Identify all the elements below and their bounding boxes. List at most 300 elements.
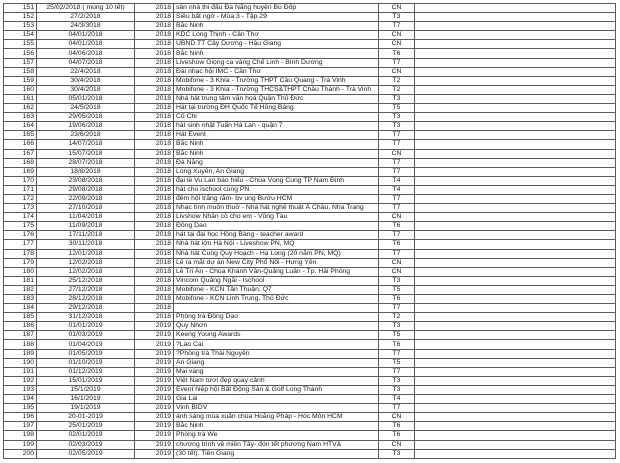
empty-cell[interactable] xyxy=(415,367,616,376)
year-cell[interactable]: 2019 xyxy=(135,413,174,422)
year-cell[interactable]: 2018 xyxy=(135,94,174,103)
row-number-cell[interactable]: 189 xyxy=(4,349,37,358)
empty-cell[interactable] xyxy=(415,149,616,158)
empty-cell[interactable] xyxy=(415,122,616,131)
weekday-cell[interactable]: T7 xyxy=(379,249,415,258)
description-cell[interactable]: Đà Nẵng xyxy=(174,158,379,167)
row-number-cell[interactable]: 160 xyxy=(4,85,37,94)
row-number-cell[interactable]: 186 xyxy=(4,322,37,331)
description-cell[interactable]: Mobifone - 3 Khía - Trường THCS&THPT Châu Thành - Trà Vinh xyxy=(174,85,379,94)
date-cell[interactable]: 22/09/2018 xyxy=(37,194,135,203)
description-cell[interactable]: Nhà hát trung tâm văn hoá Quận Thủ Đức xyxy=(174,94,379,103)
row-number-cell[interactable]: 192 xyxy=(4,376,37,385)
date-cell[interactable]: 18/8/2018 xyxy=(37,167,135,176)
weekday-cell[interactable]: T7 xyxy=(379,140,415,149)
description-cell[interactable]: Vinh BIDV xyxy=(174,404,379,413)
empty-cell[interactable] xyxy=(415,158,616,167)
row-number-cell[interactable]: 166 xyxy=(4,140,37,149)
date-cell[interactable]: 28/07/2018 xyxy=(37,158,135,167)
date-cell[interactable]: 29/12/2018 xyxy=(37,304,135,313)
description-cell[interactable]: UBND TT Cây Dương - Hậu Giang xyxy=(174,40,379,49)
empty-cell[interactable] xyxy=(415,240,616,249)
year-cell[interactable]: 2019 xyxy=(135,322,174,331)
weekday-cell[interactable]: T3 xyxy=(379,13,415,22)
year-cell[interactable]: 2018 xyxy=(135,240,174,249)
description-cell[interactable]: đại lễ Vu Lan báo hiếu - Chùa Vọng Cung TP Nam Định xyxy=(174,176,379,185)
empty-cell[interactable] xyxy=(415,440,616,449)
date-cell[interactable]: 14/07/2018 xyxy=(37,140,135,149)
row-number-cell[interactable]: 176 xyxy=(4,231,37,240)
empty-cell[interactable] xyxy=(415,131,616,140)
row-number-cell[interactable]: 180 xyxy=(4,267,37,276)
weekday-cell[interactable]: T6 xyxy=(379,222,415,231)
year-cell[interactable]: 2019 xyxy=(135,404,174,413)
row-number-cell[interactable]: 164 xyxy=(4,122,37,131)
description-cell[interactable]: Mobifone - 3 Khía - Trường THPT Cầu Quang - Trà Vinh xyxy=(174,76,379,85)
weekday-cell[interactable]: T3 xyxy=(379,94,415,103)
year-cell[interactable]: 2018 xyxy=(135,231,174,240)
date-cell[interactable]: 05/01/2018 xyxy=(37,94,135,103)
row-number-cell[interactable]: 181 xyxy=(4,276,37,285)
date-cell[interactable]: 30/4/2018 xyxy=(37,85,135,94)
weekday-cell[interactable]: T7 xyxy=(379,158,415,167)
row-number-cell[interactable]: 172 xyxy=(4,194,37,203)
description-cell[interactable]: sân nhà thi đấu Đa Năng huyện Bù Đốp xyxy=(174,4,379,13)
row-number-cell[interactable]: 161 xyxy=(4,94,37,103)
year-cell[interactable]: 2018 xyxy=(135,85,174,94)
description-cell[interactable]: ?Lào Cai xyxy=(174,340,379,349)
description-cell[interactable]: Vincom Quảng Ngãi - Ischool xyxy=(174,276,379,285)
date-cell[interactable]: 15/07/2018 xyxy=(37,149,135,158)
empty-cell[interactable] xyxy=(415,204,616,213)
row-number-cell[interactable]: 193 xyxy=(4,385,37,394)
date-cell[interactable]: 02/03/2019 xyxy=(37,440,135,449)
year-cell[interactable]: 2018 xyxy=(135,222,174,231)
description-cell[interactable]: Siêu bất ngờ - Mùa 3 - Tập 29 xyxy=(174,13,379,22)
empty-cell[interactable] xyxy=(415,304,616,313)
empty-cell[interactable] xyxy=(415,58,616,67)
year-cell[interactable]: 2018 xyxy=(135,267,174,276)
empty-cell[interactable] xyxy=(415,331,616,340)
empty-cell[interactable] xyxy=(415,167,616,176)
year-cell[interactable]: 2018 xyxy=(135,58,174,67)
year-cell[interactable]: 2018 xyxy=(135,31,174,40)
row-number-cell[interactable]: 184 xyxy=(4,304,37,313)
description-cell[interactable]: Hát Event xyxy=(174,131,379,140)
weekday-cell[interactable]: T6 xyxy=(379,295,415,304)
weekday-cell[interactable]: T6 xyxy=(379,422,415,431)
date-cell[interactable]: 29/05/2018 xyxy=(37,113,135,122)
weekday-cell[interactable]: T2 xyxy=(379,85,415,94)
weekday-cell[interactable]: T6 xyxy=(379,49,415,58)
empty-cell[interactable] xyxy=(415,222,616,231)
date-cell[interactable]: 01/03/2019 xyxy=(37,331,135,340)
empty-cell[interactable] xyxy=(415,213,616,222)
weekday-cell[interactable]: CN xyxy=(379,213,415,222)
weekday-cell[interactable]: CN xyxy=(379,149,415,158)
weekday-cell[interactable]: T4 xyxy=(379,176,415,185)
year-cell[interactable]: 2019 xyxy=(135,349,174,358)
year-cell[interactable]: 2018 xyxy=(135,76,174,85)
year-cell[interactable]: 2019 xyxy=(135,385,174,394)
weekday-cell[interactable]: T7 xyxy=(379,167,415,176)
year-cell[interactable]: 2019 xyxy=(135,431,174,440)
date-cell[interactable]: 15/1/2019 xyxy=(37,385,135,394)
date-cell[interactable]: 01/04/2019 xyxy=(37,340,135,349)
empty-cell[interactable] xyxy=(415,4,616,13)
date-cell[interactable]: 12/01/2018 xyxy=(37,249,135,258)
empty-cell[interactable] xyxy=(415,449,616,458)
row-number-cell[interactable]: 187 xyxy=(4,331,37,340)
year-cell[interactable]: 2018 xyxy=(135,104,174,113)
weekday-cell[interactable]: T7 xyxy=(379,22,415,31)
date-cell[interactable]: 25/12/2018 xyxy=(37,276,135,285)
row-number-cell[interactable]: 158 xyxy=(4,67,37,76)
empty-cell[interactable] xyxy=(415,40,616,49)
date-cell[interactable]: 23/08/2018 xyxy=(37,176,135,185)
year-cell[interactable]: 2018 xyxy=(135,4,174,13)
empty-cell[interactable] xyxy=(415,385,616,394)
year-cell[interactable]: 2018 xyxy=(135,285,174,294)
year-cell[interactable]: 2018 xyxy=(135,204,174,213)
year-cell[interactable]: 2018 xyxy=(135,194,174,203)
year-cell[interactable]: 2018 xyxy=(135,140,174,149)
row-number-cell[interactable]: 157 xyxy=(4,58,37,67)
weekday-cell[interactable]: CN xyxy=(379,267,415,276)
row-number-cell[interactable]: 162 xyxy=(4,104,37,113)
description-cell[interactable]: Phòng trà Đồng Dao xyxy=(174,313,379,322)
weekday-cell[interactable]: CN xyxy=(379,4,415,13)
empty-cell[interactable] xyxy=(415,276,616,285)
year-cell[interactable]: 2019 xyxy=(135,449,174,458)
date-cell[interactable]: 23/6/2018 xyxy=(37,131,135,140)
row-number-cell[interactable]: 175 xyxy=(4,222,37,231)
date-cell[interactable]: 02/05/2019 xyxy=(37,449,135,458)
weekday-cell[interactable]: CN xyxy=(379,258,415,267)
description-cell[interactable]: Nhà hát Cung Quy Hoạch - Hạ Long (20 năm PN, MQ) xyxy=(174,249,379,258)
year-cell[interactable]: 2018 xyxy=(135,313,174,322)
description-cell[interactable]: đêm hội trăng rằm- bv ung Bướu HCM xyxy=(174,194,379,203)
weekday-cell[interactable]: T7 xyxy=(379,58,415,67)
row-number-cell[interactable]: 173 xyxy=(4,204,37,213)
weekday-cell[interactable]: T3 xyxy=(379,449,415,458)
date-cell[interactable]: 28/12/2018 xyxy=(37,295,135,304)
date-cell[interactable]: 01/01/2019 xyxy=(37,322,135,331)
date-cell[interactable]: 29/08/2018 xyxy=(37,185,135,194)
year-cell[interactable]: 2019 xyxy=(135,395,174,404)
row-number-cell[interactable]: 168 xyxy=(4,158,37,167)
weekday-cell[interactable]: T5 xyxy=(379,285,415,294)
row-number-cell[interactable]: 165 xyxy=(4,131,37,140)
year-cell[interactable]: 2018 xyxy=(135,49,174,58)
row-number-cell[interactable]: 179 xyxy=(4,258,37,267)
date-cell[interactable]: 20-01-2019 xyxy=(37,413,135,422)
row-number-cell[interactable]: 190 xyxy=(4,358,37,367)
date-cell[interactable]: 04/01/2018 xyxy=(37,40,135,49)
date-cell[interactable]: 19/1/2019 xyxy=(37,404,135,413)
date-cell[interactable]: 01/05/2019 xyxy=(37,349,135,358)
description-cell[interactable]: Long Xuyên, An Giang xyxy=(174,167,379,176)
row-number-cell[interactable]: 152 xyxy=(4,13,37,22)
row-number-cell[interactable]: 191 xyxy=(4,367,37,376)
empty-cell[interactable] xyxy=(415,358,616,367)
weekday-cell[interactable]: T7 xyxy=(379,231,415,240)
date-cell[interactable]: 27/10/2018 xyxy=(37,204,135,213)
empty-cell[interactable] xyxy=(415,176,616,185)
weekday-cell[interactable]: T7 xyxy=(379,367,415,376)
description-cell[interactable]: Nhà hát lớn Hà Nội - Liveshow PN, MQ xyxy=(174,240,379,249)
weekday-cell[interactable]: T4 xyxy=(379,185,415,194)
year-cell[interactable]: 2018 xyxy=(135,249,174,258)
date-cell[interactable]: 01/12/2019 xyxy=(37,367,135,376)
empty-cell[interactable] xyxy=(415,322,616,331)
row-number-cell[interactable]: 183 xyxy=(4,295,37,304)
weekday-cell[interactable]: T5 xyxy=(379,331,415,340)
row-number-cell[interactable]: 151 xyxy=(4,4,37,13)
empty-cell[interactable] xyxy=(415,267,616,276)
row-number-cell[interactable]: 188 xyxy=(4,340,37,349)
empty-cell[interactable] xyxy=(415,76,616,85)
weekday-cell[interactable]: CN xyxy=(379,440,415,449)
empty-cell[interactable] xyxy=(415,104,616,113)
date-cell[interactable]: 30/11/2018 xyxy=(37,240,135,249)
row-number-cell[interactable]: 174 xyxy=(4,213,37,222)
date-cell[interactable]: 04/01/2018 xyxy=(37,31,135,40)
date-cell[interactable]: 04/06/2018 xyxy=(37,49,135,58)
weekday-cell[interactable]: T3 xyxy=(379,122,415,131)
weekday-cell[interactable]: T3 xyxy=(379,322,415,331)
date-cell[interactable]: 27/12/2018 xyxy=(37,285,135,294)
weekday-cell[interactable]: T7 xyxy=(379,304,415,313)
description-cell[interactable]: hát cho ischool cùng PN xyxy=(174,185,379,194)
empty-cell[interactable] xyxy=(415,185,616,194)
empty-cell[interactable] xyxy=(415,295,616,304)
empty-cell[interactable] xyxy=(415,49,616,58)
weekday-cell[interactable]: T7 xyxy=(379,194,415,203)
date-cell[interactable]: 30/4/2018 xyxy=(37,76,135,85)
description-cell[interactable]: KDC Long Thịnh - Cần Thơ xyxy=(174,31,379,40)
date-cell[interactable]: 16/1/2019 xyxy=(37,395,135,404)
weekday-cell[interactable]: T6 xyxy=(379,431,415,440)
row-number-cell[interactable]: 167 xyxy=(4,149,37,158)
row-number-cell[interactable]: 177 xyxy=(4,240,37,249)
date-cell[interactable]: 17/11/2018 xyxy=(37,231,135,240)
empty-cell[interactable] xyxy=(415,31,616,40)
description-cell[interactable]: hát tại đại học Hồng Bàng - teacher award xyxy=(174,231,379,240)
row-number-cell[interactable]: 170 xyxy=(4,176,37,185)
weekday-cell[interactable]: CN xyxy=(379,413,415,422)
row-number-cell[interactable]: 156 xyxy=(4,49,37,58)
description-cell[interactable]: Củ Chi xyxy=(174,113,379,122)
empty-cell[interactable] xyxy=(415,94,616,103)
year-cell[interactable]: 2018 xyxy=(135,13,174,22)
empty-cell[interactable] xyxy=(415,285,616,294)
weekday-cell[interactable]: T3 xyxy=(379,385,415,394)
year-cell[interactable]: 2018 xyxy=(135,185,174,194)
row-number-cell[interactable]: 196 xyxy=(4,413,37,422)
description-cell[interactable]: Mobifone - KCN Tân Thuận, Q7 xyxy=(174,285,379,294)
description-cell[interactable]: Việt Nam tươi đẹp quay cảnh xyxy=(174,376,379,385)
empty-cell[interactable] xyxy=(415,113,616,122)
date-cell[interactable]: 12/02/2018 xyxy=(37,267,135,276)
date-cell[interactable]: 22/4/2018 xyxy=(37,67,135,76)
row-number-cell[interactable]: 171 xyxy=(4,185,37,194)
weekday-cell[interactable]: T3 xyxy=(379,113,415,122)
weekday-cell[interactable]: T4 xyxy=(379,395,415,404)
year-cell[interactable]: 2018 xyxy=(135,122,174,131)
empty-cell[interactable] xyxy=(415,404,616,413)
row-number-cell[interactable]: 185 xyxy=(4,313,37,322)
empty-cell[interactable] xyxy=(415,422,616,431)
year-cell[interactable]: 2018 xyxy=(135,158,174,167)
weekday-cell[interactable]: T7 xyxy=(379,204,415,213)
empty-cell[interactable] xyxy=(415,13,616,22)
row-number-cell[interactable]: 197 xyxy=(4,422,37,431)
year-cell[interactable]: 2018 xyxy=(135,213,174,222)
empty-cell[interactable] xyxy=(415,140,616,149)
empty-cell[interactable] xyxy=(415,249,616,258)
empty-cell[interactable] xyxy=(415,194,616,203)
year-cell[interactable]: 2018 xyxy=(135,295,174,304)
description-cell[interactable]: Liveshow Giọng ca vàng Chế Linh - Bình Dương xyxy=(174,58,379,67)
row-number-cell[interactable]: 198 xyxy=(4,431,37,440)
year-cell[interactable]: 2018 xyxy=(135,149,174,158)
description-cell[interactable]: Bắc Ninh xyxy=(174,422,379,431)
empty-cell[interactable] xyxy=(415,258,616,267)
date-cell[interactable]: 15/01/2019 xyxy=(37,376,135,385)
year-cell[interactable]: 2018 xyxy=(135,113,174,122)
description-cell[interactable]: ?Phòng trà Thái Nguyên xyxy=(174,349,379,358)
date-cell[interactable]: 11/09/2018 xyxy=(37,222,135,231)
date-cell[interactable]: 31/12/2018 xyxy=(37,313,135,322)
description-cell[interactable]: Mobifone - KCN Linh Trung, Thủ Đức xyxy=(174,295,379,304)
description-cell[interactable]: Hát tại trường ĐH Quốc Tế Hồng Bàng xyxy=(174,104,379,113)
date-cell[interactable]: 19/06/2018 xyxy=(37,122,135,131)
description-cell[interactable]: Đại nhạc hội IMC - Cần Thơ xyxy=(174,67,379,76)
description-cell[interactable]: Lễ Tri Ân - Chùa Khánh Vân-Quảng Luân - Tp. Hải Phòng xyxy=(174,267,379,276)
weekday-cell[interactable]: T6 xyxy=(379,340,415,349)
year-cell[interactable]: 2018 xyxy=(135,67,174,76)
empty-cell[interactable] xyxy=(415,231,616,240)
year-cell[interactable]: 2019 xyxy=(135,340,174,349)
year-cell[interactable]: 2019 xyxy=(135,331,174,340)
weekday-cell[interactable]: CN xyxy=(379,67,415,76)
weekday-cell[interactable]: T2 xyxy=(379,76,415,85)
year-cell[interactable]: 2018 xyxy=(135,167,174,176)
empty-cell[interactable] xyxy=(415,376,616,385)
date-cell[interactable]: 04/07/2018 xyxy=(37,58,135,67)
description-cell[interactable]: Quy Nhơn xyxy=(174,322,379,331)
row-number-cell[interactable]: 155 xyxy=(4,40,37,49)
weekday-cell[interactable]: T7 xyxy=(379,131,415,140)
weekday-cell[interactable]: T5 xyxy=(379,104,415,113)
description-cell[interactable]: chương trình về miền Tây- đón tết phương Nam HTV& xyxy=(174,440,379,449)
description-cell[interactable]: Mai vàng xyxy=(174,367,379,376)
empty-cell[interactable] xyxy=(415,67,616,76)
year-cell[interactable]: 2018 xyxy=(135,22,174,31)
description-cell[interactable]: Nhạc tình muôn thuở - Nhà hát nghệ thuật Á Châu, Nha Trang xyxy=(174,204,379,213)
empty-cell[interactable] xyxy=(415,349,616,358)
description-cell[interactable]: Bắc Ninh xyxy=(174,49,379,58)
date-cell[interactable]: 11/04/2018 xyxy=(37,213,135,222)
description-cell[interactable] xyxy=(174,304,379,313)
row-number-cell[interactable]: 159 xyxy=(4,76,37,85)
year-cell[interactable]: 2019 xyxy=(135,367,174,376)
description-cell[interactable]: hát sinh nhật Tuấn Hà Lan - quận 7 xyxy=(174,122,379,131)
description-cell[interactable]: Đồng Dao xyxy=(174,222,379,231)
weekday-cell[interactable]: T2 xyxy=(379,313,415,322)
date-cell[interactable]: 24/5/2018 xyxy=(37,104,135,113)
weekday-cell[interactable]: T7 xyxy=(379,404,415,413)
row-number-cell[interactable]: 154 xyxy=(4,31,37,40)
empty-cell[interactable] xyxy=(415,340,616,349)
date-cell[interactable]: 12/02/2018 xyxy=(37,258,135,267)
description-cell[interactable]: Bắc Ninh xyxy=(174,149,379,158)
row-number-cell[interactable]: 178 xyxy=(4,249,37,258)
row-number-cell[interactable]: 199 xyxy=(4,440,37,449)
row-number-cell[interactable]: 195 xyxy=(4,404,37,413)
empty-cell[interactable] xyxy=(415,85,616,94)
row-number-cell[interactable]: 182 xyxy=(4,285,37,294)
empty-cell[interactable] xyxy=(415,313,616,322)
empty-cell[interactable] xyxy=(415,395,616,404)
empty-cell[interactable] xyxy=(415,413,616,422)
description-cell[interactable]: (30 tết). Tiền Giang xyxy=(174,449,379,458)
row-number-cell[interactable]: 194 xyxy=(4,395,37,404)
date-cell[interactable]: 25/01/2019 xyxy=(37,422,135,431)
year-cell[interactable]: 2018 xyxy=(135,276,174,285)
weekday-cell[interactable]: CN xyxy=(379,40,415,49)
year-cell[interactable]: 2018 xyxy=(135,258,174,267)
year-cell[interactable]: 2019 xyxy=(135,440,174,449)
weekday-cell[interactable]: T7 xyxy=(379,349,415,358)
description-cell[interactable]: Bắc Ninh xyxy=(174,140,379,149)
description-cell[interactable]: Event hiệp hội Bất Động Sản & Golf Long Thành xyxy=(174,385,379,394)
weekday-cell[interactable]: CN xyxy=(379,31,415,40)
weekday-cell[interactable]: T3 xyxy=(379,376,415,385)
year-cell[interactable]: 2019 xyxy=(135,358,174,367)
year-cell[interactable]: 2018 xyxy=(135,40,174,49)
date-cell[interactable]: 25/02/2018 ( mùng 10 tết) xyxy=(37,4,135,13)
weekday-cell[interactable]: T6 xyxy=(379,240,415,249)
year-cell[interactable]: 2018 xyxy=(135,304,174,313)
description-cell[interactable]: Lễ ra mắt dự án New City Phố Nối - Hưng Yên xyxy=(174,258,379,267)
row-number-cell[interactable]: 153 xyxy=(4,22,37,31)
year-cell[interactable]: 2019 xyxy=(135,422,174,431)
empty-cell[interactable] xyxy=(415,431,616,440)
description-cell[interactable]: Livshow Nhẫn cỏ cho em - Vũng Tàu xyxy=(174,213,379,222)
description-cell[interactable]: ánh sáng mùa xuân chùa Hoằng Pháp - Hóc Môn HCM xyxy=(174,413,379,422)
description-cell[interactable]: Gia Lai xyxy=(174,395,379,404)
weekday-cell[interactable]: T3 xyxy=(379,276,415,285)
description-cell[interactable]: Phòng trà We xyxy=(174,431,379,440)
row-number-cell[interactable]: 169 xyxy=(4,167,37,176)
date-cell[interactable]: 24/3/3018 xyxy=(37,22,135,31)
description-cell[interactable]: An Giang xyxy=(174,358,379,367)
year-cell[interactable]: 2019 xyxy=(135,376,174,385)
row-number-cell[interactable]: 200 xyxy=(4,449,37,458)
description-cell[interactable]: Bắc Ninh xyxy=(174,22,379,31)
year-cell[interactable]: 2018 xyxy=(135,176,174,185)
row-number-cell[interactable]: 163 xyxy=(4,113,37,122)
description-cell[interactable]: Keeng Young Awards xyxy=(174,331,379,340)
empty-cell[interactable] xyxy=(415,22,616,31)
date-cell[interactable]: 27/2/2018 xyxy=(37,13,135,22)
date-cell[interactable]: 01/10/2019 xyxy=(37,358,135,367)
date-cell[interactable]: 02/01/2019 xyxy=(37,431,135,440)
weekday-cell[interactable]: T5 xyxy=(379,358,415,367)
year-cell[interactable]: 2018 xyxy=(135,131,174,140)
